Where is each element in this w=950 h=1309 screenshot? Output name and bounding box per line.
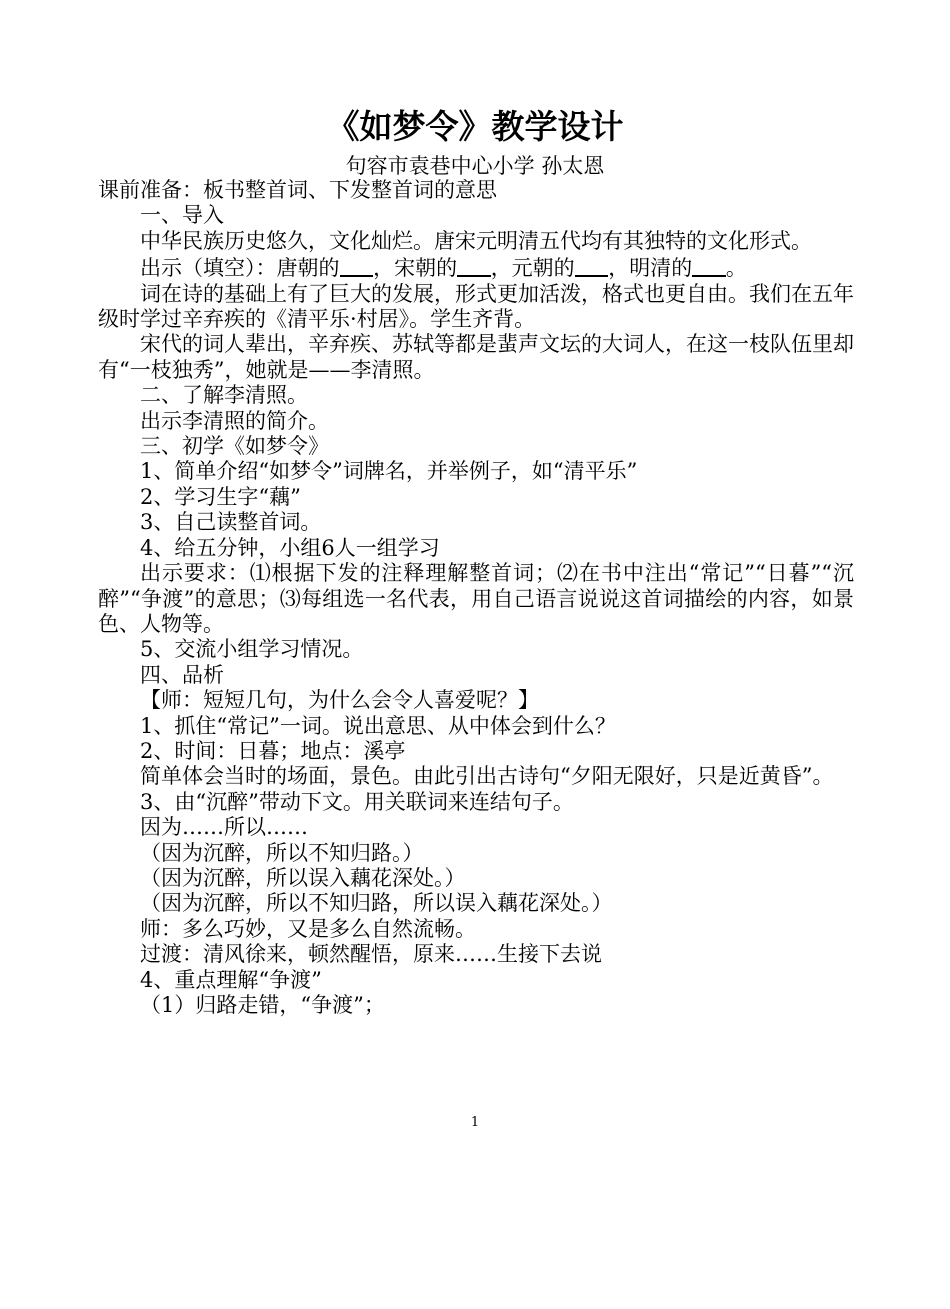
author-line: 句容市袁巷中心小学 孙太恩 (345, 154, 605, 178)
paragraph: 词在诗的基础上有了巨大的发展，形式更加活泼，格式也更自由。我们在五年级时学过辛弃疾的《清平乐·村居》。学生齐背。 (98, 281, 854, 332)
pattern-line: 因为……所以…… (140, 815, 308, 840)
list-item: 2、学习生字“藕” (140, 484, 301, 509)
paragraph: 出示李清照的简介。 (140, 408, 329, 433)
list-item: 4、给五分钟，小组6人一组学习 (140, 535, 440, 560)
blank (457, 254, 491, 277)
list-item: 1、简单介绍“如梦令”词牌名，并举例子，如“清平乐” (140, 459, 638, 484)
paragraph: 中华民族历史悠久，文化灿烂。唐宋元明清五代均有其独特的文化形式。 (140, 228, 812, 253)
sub-list-item: （1）归路走错，“争渡”； (140, 993, 385, 1017)
fill-in-blank-line (98, 254, 854, 281)
fill-text: ，明清的 (608, 256, 693, 281)
section-heading-intro: 一、导入 (140, 203, 224, 228)
teacher-comment: 师：多么巧妙，又是多么自然流畅。 (140, 916, 476, 941)
example-line: （因为沉醉，所以不知归路。） (140, 840, 424, 865)
teacher-question: 【师：短短几句，为什么会令人喜爱呢？】 (140, 688, 539, 713)
fill-text: 。 (725, 256, 747, 281)
list-item: 5、交流小组学习情况。 (140, 637, 364, 662)
example-line: （因为沉醉，所以误入藕花深处。） (140, 865, 466, 890)
blank (575, 254, 609, 277)
prep-line: 课前准备：板书整首词、下发整首词的意思 (98, 178, 497, 202)
document-title: 《如梦令》教学设计 (326, 107, 624, 146)
list-item: 3、自己读整首词。 (140, 510, 322, 535)
fill-text: ，宋朝的 (373, 256, 458, 281)
list-item: 4、重点理解“争渡” (140, 967, 322, 992)
blank (340, 254, 374, 277)
paragraph: 简单体会当时的场面，景色。由此引出古诗句“夕阳无限好，只是近黄昏”。 (140, 764, 834, 789)
fill-text: 出示（填空）：唐朝的 (140, 256, 340, 281)
section-heading-analysis: 四、品析 (140, 662, 224, 687)
section-heading-li-qingzhao: 二、了解李清照。 (140, 383, 308, 408)
list-item: 3、由“沉醉”带动下文。用关联词来连结句子。 (140, 789, 574, 814)
requirements-paragraph: 出示要求：⑴根据下发的注释理解整首词；⑵在书中注出“常记”“日暮”“沉醉”“争渡”的意思；⑶每组选一名代表，用自己语言说说这首词描绘的内容，如景色、人物等。 (98, 561, 854, 636)
blank (692, 254, 726, 277)
example-line: （因为沉醉，所以不知归路，所以误入藕花深处。） (140, 891, 613, 916)
page-number: 1 (470, 1115, 480, 1130)
transition-line: 过渡：清风徐来，顿然醒悟，原来……生接下去说 (140, 942, 602, 967)
fill-text: ，元朝的 (490, 256, 575, 281)
list-item: 2、时间：日暮；地点：溪亭 (140, 738, 406, 763)
list-item: 1、抓住“常记”一词。说出意思、从中体会到什么？ (140, 713, 616, 738)
paragraph: 宋代的词人辈出，辛弃疾、苏轼等都是蜚声文坛的大词人，在这一枝队伍里却有“一枝独秀”，她就是——李清照。 (98, 332, 854, 382)
section-heading-first-study: 三、初学《如梦令》 (140, 434, 329, 459)
document-body (98, 178, 854, 1018)
